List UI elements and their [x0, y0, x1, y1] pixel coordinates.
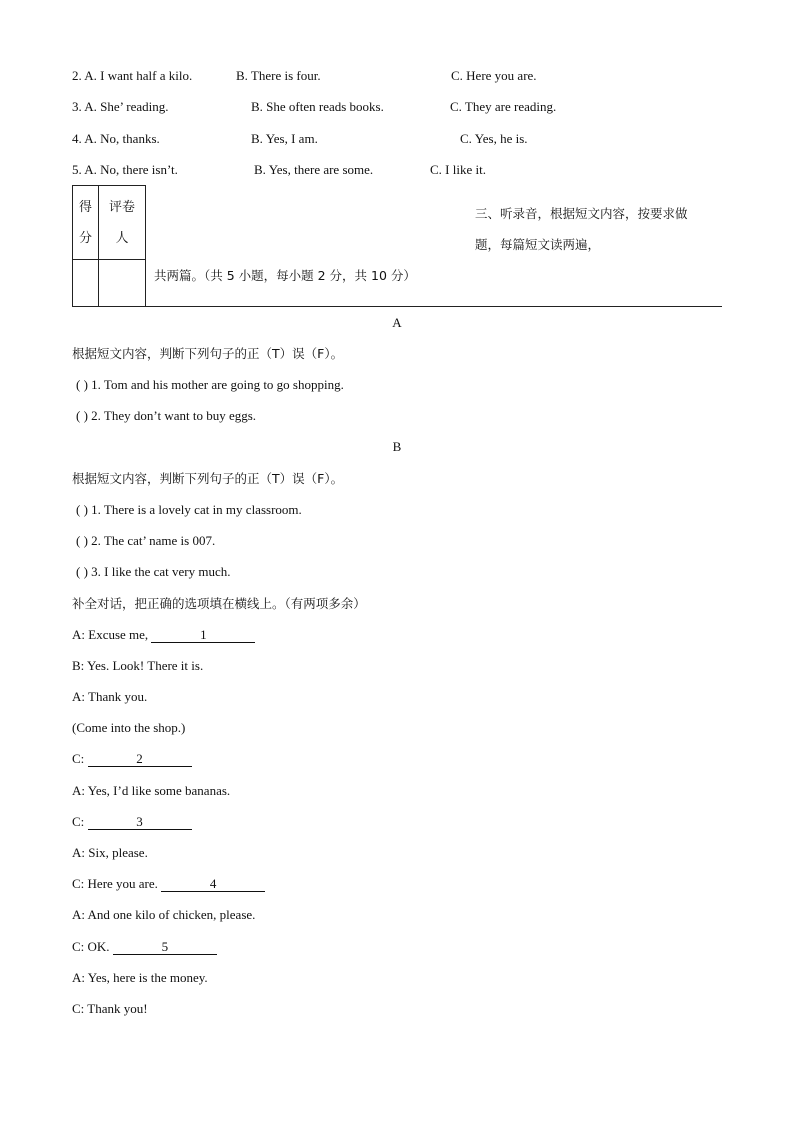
answer-blank-5[interactable]: 5 — [113, 940, 217, 955]
option-3c: C. They are reading. — [450, 99, 557, 114]
dialogue-line-4: (Come into the shop.) — [72, 720, 186, 735]
grader-label-cell — [99, 186, 146, 260]
dialogue-line-13: C: Thank you! — [72, 1001, 148, 1016]
dialogue-text: C: — [72, 814, 88, 829]
dialogue-text: A: Excuse me, — [72, 627, 152, 642]
passage-a-instruction: 根据短文内容，判断下列句子的正（T）误（F）。 — [72, 346, 344, 361]
dialogue-line-2: B: Yes. Look! There it is. — [72, 658, 204, 673]
answer-blank-1[interactable]: 1 — [151, 628, 255, 643]
dialogue-text: C: — [72, 751, 88, 766]
option-3b: B. She often reads books. — [251, 99, 384, 114]
option-2b: B. There is four. — [236, 68, 321, 83]
option-3a: 3. A. She’ reading. — [72, 99, 169, 114]
passage-b-item-3: ( ) 3. I like the cat very much. — [76, 564, 231, 579]
dialogue-line-8: A: Six, please. — [72, 845, 148, 860]
option-4a: 4. A. No, thanks. — [72, 131, 160, 146]
dialogue-line-9 — [72, 876, 265, 892]
score-label-cell — [73, 186, 99, 260]
option-2c: C. Here you are. — [451, 68, 537, 83]
passage-b-label: B — [392, 439, 402, 454]
answer-blank-4[interactable]: 4 — [161, 877, 265, 892]
section-divider — [72, 306, 722, 307]
passage-b-item-1: ( ) 1. There is a lovely cat in my classroom. — [76, 502, 302, 517]
score-value-cell[interactable] — [73, 260, 99, 307]
grader-value-cell[interactable] — [99, 260, 146, 307]
dialogue-line-5 — [72, 751, 192, 767]
dialogue-line-6: A: Yes, I’d like some bananas. — [72, 783, 231, 798]
passage-a-item-2: ( ) 2. They don’t want to buy eggs. — [76, 408, 257, 423]
passage-a-item-1: ( ) 1. Tom and his mother are going to go shopping. — [76, 377, 344, 392]
dialogue-line-1 — [72, 627, 255, 643]
score-box — [72, 185, 146, 307]
option-2a: 2. A. I want half a kilo. — [72, 68, 193, 83]
answer-blank-2[interactable]: 2 — [88, 752, 192, 767]
option-4b: B. Yes, I am. — [251, 131, 318, 146]
score-label: 得分 — [78, 199, 92, 246]
dialogue-line-3: A: Thank you. — [72, 689, 148, 704]
dialogue-instruction: 补全对话，把正确的选项填在横线上。（有两项多余） — [72, 596, 366, 611]
option-5a: 5. A. No, there isn’t. — [72, 162, 178, 177]
grader-label: 评卷人 — [108, 199, 135, 246]
dialogue-line-10: A: And one kilo of chicken, please. — [72, 907, 256, 922]
option-5c: C. I like it. — [430, 162, 486, 177]
dialogue-line-7 — [72, 814, 192, 830]
section3-heading-line2: 题，每篇短文读两遍， — [475, 237, 601, 252]
section3-heading-line3: 共两篇。（共 5 小题，每小题 2 分，共 10 分） — [154, 268, 416, 283]
passage-b-instruction: 根据短文内容，判断下列句子的正（T）误（F）。 — [72, 471, 344, 486]
dialogue-text: C: Here you are. — [72, 876, 162, 891]
section3-heading-line1: 三、听录音，根据短文内容，按要求做 — [475, 206, 688, 221]
dialogue-line-11 — [72, 939, 217, 955]
dialogue-text: C: OK. — [72, 939, 113, 954]
passage-a-label: A — [392, 315, 402, 330]
option-4c: C. Yes, he is. — [460, 131, 528, 146]
option-5b: B. Yes, there are some. — [254, 162, 374, 177]
dialogue-line-12: A: Yes, here is the money. — [72, 970, 208, 985]
answer-blank-3[interactable]: 3 — [88, 815, 192, 830]
passage-b-item-2: ( ) 2. The cat’ name is 007. — [76, 533, 216, 548]
